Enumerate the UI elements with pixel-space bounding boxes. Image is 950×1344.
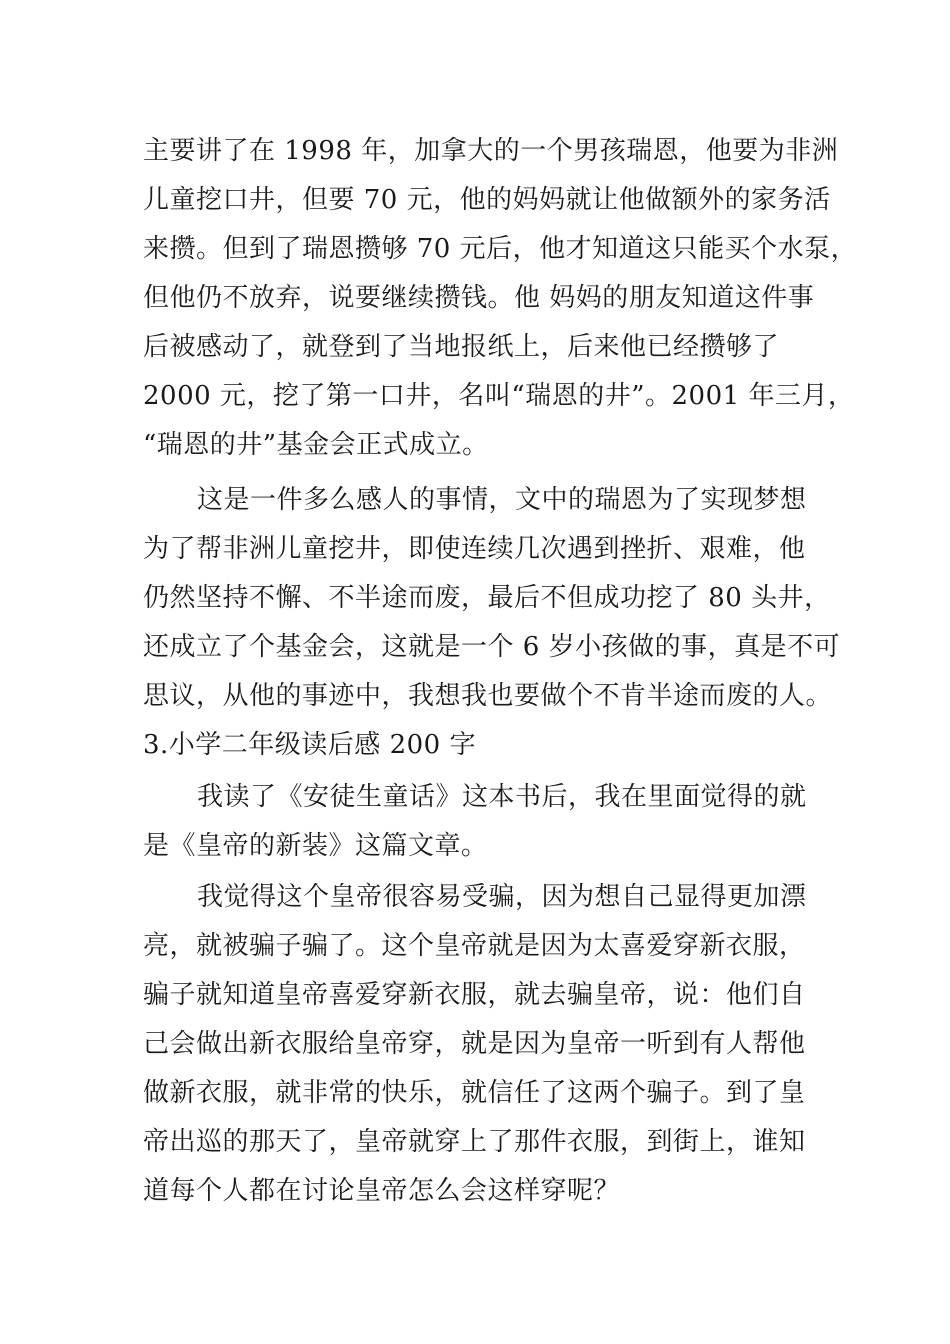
text-line: 骗子就知道皇帝喜爱穿新衣服，就去骗皇帝，说：他们自	[143, 980, 806, 1010]
section-heading: 3.小学二年级读后感 200 字	[143, 730, 476, 760]
text-line: 还成立了个基金会，这就是一个 6 岁小孩做的事，真是不可	[143, 632, 841, 662]
text-line: 我觉得这个皇帝很容易受骗，因为想自己显得更加漂	[197, 882, 807, 912]
text-line: 道每个人都在讨论皇帝怎么会这样穿呢？	[143, 1176, 621, 1206]
text-line: 后被感动了，就登到了当地报纸上，后来他已经攒够了	[143, 332, 780, 362]
text-line: 主要讲了在 1998 年，加拿大的一个男孩瑞恩，他要为非洲	[143, 136, 839, 166]
text-line: 来攒。但到了瑞恩攒够 70 元后，他才知道这只能买个水泵，	[143, 234, 858, 264]
text-line: 做新衣服，就非常的快乐，就信任了这两个骗子。到了皇	[143, 1078, 806, 1108]
text-line: 儿童挖口井，但要 70 元，他的妈妈就让他做额外的家务活	[143, 185, 831, 215]
text-line: 亮，就被骗子骗了。这个皇帝就是因为太喜爱穿新衣服，	[143, 931, 806, 961]
text-line: 己会做出新衣服给皇帝穿，就是因为皇帝一听到有人帮他	[143, 1029, 806, 1059]
text-line: “瑞恩的井”基金会正式成立。	[143, 430, 489, 460]
text-line: 帝出巡的那天了，皇帝就穿上了那件衣服，到街上，谁知	[143, 1127, 806, 1157]
text-line: 2000 元，挖了第一口井，名叫“瑞恩的井”。2001 年三月，	[143, 381, 855, 411]
text-line: 我读了《安徒生童话》这本书后，我在里面觉得的就	[197, 782, 807, 812]
text-line: 为了帮非洲儿童挖井，即使连续几次遇到挫折、艰难，他	[143, 534, 806, 564]
text-line: 但他仍不放弃，说要继续攒钱。他 妈妈的朋友知道这件事	[143, 283, 815, 313]
text-line: 这是一件多么感人的事情，文中的瑞恩为了实现梦想	[197, 485, 807, 515]
text-line: 仍然坚持不懈、不半途而废，最后不但成功挖了 80 头井，	[143, 583, 831, 613]
text-line: 是《皇帝的新装》这篇文章。	[143, 831, 488, 861]
text-line: 思议，从他的事迹中，我想我也要做个不肯半途而废的人。	[143, 681, 833, 711]
